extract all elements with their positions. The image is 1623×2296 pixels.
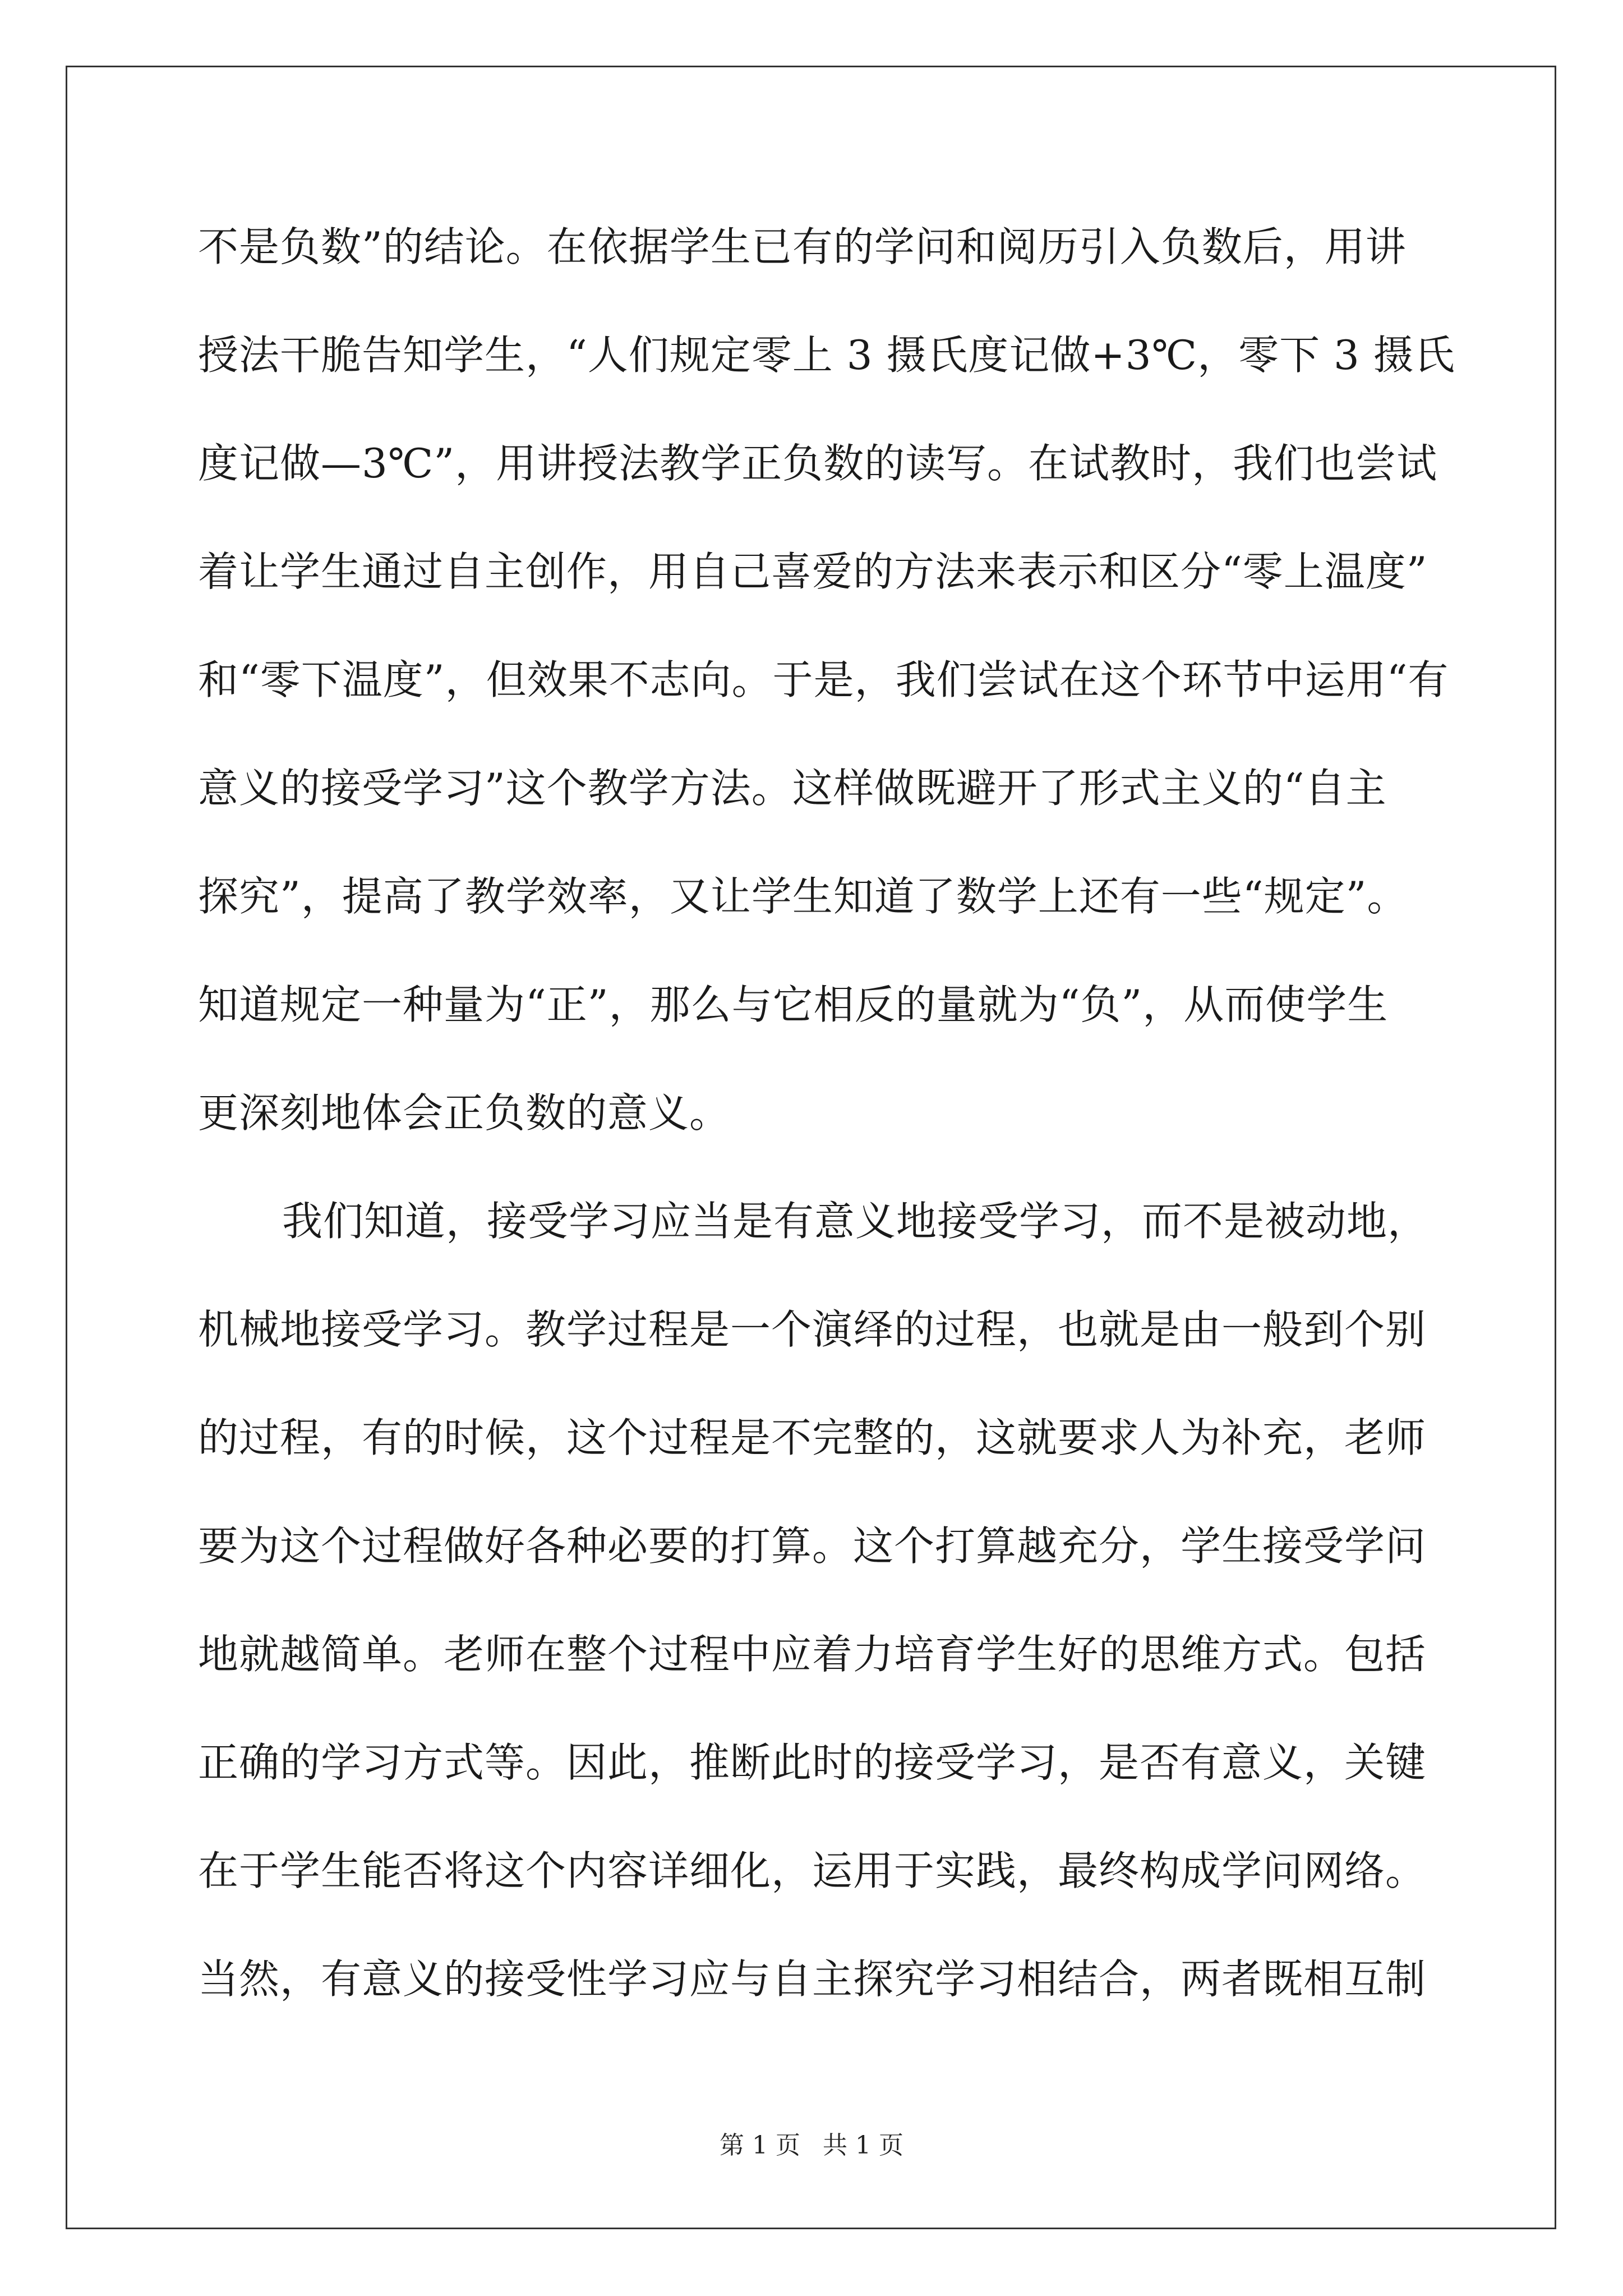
document-body: [198, 213, 1455, 2054]
text-line: 和“零下温度”，但效果不志向。于是，我们尝试在这个环节中运用“有: [198, 656, 1449, 703]
text-line: 机械地接受学习。教学过程是一个演绎的过程，也就是由一般到个别: [198, 1306, 1427, 1353]
text-line: 探究”，提高了教学效率，又让学生知道了数学上还有一些“规定”。: [198, 873, 1408, 920]
text-line: 要为这个过程做好各种必要的打算。这个打算越充分，学生接受学问: [198, 1522, 1427, 1570]
text-line: 着让学生通过自主创作，用自己喜爱的方法来表示和区分“零上温度”: [198, 548, 1428, 595]
text-line: 度记做—3℃”，用讲授法教学正负数的读写。在试教时，我们也尝试: [198, 440, 1438, 487]
text-line: 当然，有意义的接受性学习应与自主探究学习相结合，两者既相互制: [198, 1955, 1427, 2003]
text-line: 正确的学习方式等。因此，推断此时的接受学习，是否有意义，关键: [198, 1739, 1427, 1786]
text-line: 在于学生能否将这个内容详细化，运用于实践，最终构成学问网络。: [198, 1847, 1427, 1894]
paragraph-first-line: 我们知道，接受学习应当是有意义地接受学习，而不是被动地，: [282, 1198, 1429, 1245]
text-line: 的过程，有的时候，这个过程是不完整的，这就要求人为补充，老师: [198, 1414, 1427, 1461]
page-footer: [0, 2129, 1623, 2162]
text-line: 更深刻地体会正负数的意义。: [198, 1089, 731, 1137]
text-line: 不是负数”的结论。在依据学生已有的学问和阅历引入负数后，用讲: [198, 223, 1407, 270]
text-line: 地就越简单。老师在整个过程中应着力培育学生好的思维方式。包括: [198, 1631, 1427, 1678]
page-total: 共 1 页: [823, 2131, 903, 2160]
text-line: 知道规定一种量为“正”，那么与它相反的量就为“负”，从而使学生: [198, 981, 1389, 1028]
page-number: 第 1 页: [720, 2131, 800, 2160]
text-line: 意义的接受学习”这个教学方法。这样做既避开了形式主义的“自主: [198, 765, 1387, 812]
text-line: 授法干脆告知学生，“人们规定零上 3 摄氏度记做+3℃，零下 3 摄氏: [198, 332, 1455, 379]
